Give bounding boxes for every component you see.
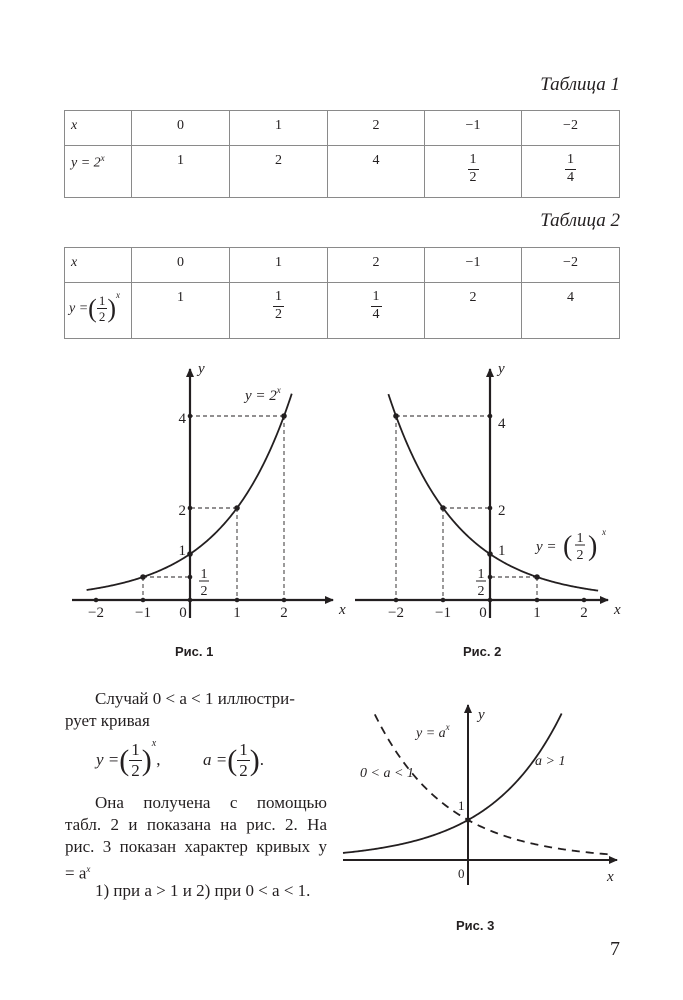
table-cell: 4 — [328, 146, 425, 198]
numerator: 1 — [477, 567, 485, 582]
table-cell — [425, 146, 522, 198]
origin-label: 0 — [458, 866, 465, 881]
formula-y-half-x — [96, 738, 264, 779]
formula-lhs: y = — [96, 750, 120, 770]
axis-point — [235, 598, 240, 603]
table-cell: 4 — [522, 283, 620, 339]
axis-point — [582, 598, 587, 603]
denominator: 2 — [131, 760, 140, 780]
denominator: 2 — [275, 306, 282, 322]
y-tick-label: 1 — [178, 543, 186, 559]
x-axis-label: x — [614, 602, 621, 618]
table2 — [64, 247, 620, 339]
page-number: 7 — [610, 938, 620, 960]
table-cell: 1 — [132, 283, 230, 339]
series-label-greater: a > 1 — [535, 754, 566, 769]
x-tick-label: 1 — [533, 605, 541, 621]
denominator: 2 — [200, 584, 208, 599]
figure-2 — [355, 361, 621, 621]
table-header-cell — [65, 283, 132, 339]
y-axis-label: y — [498, 361, 505, 377]
figure-2-caption: Рис. 2 — [463, 644, 502, 659]
table-cell: 1 — [230, 111, 328, 146]
formula-exponent: x — [151, 738, 157, 749]
y-axis-label: y — [198, 361, 205, 377]
fraction — [468, 153, 479, 185]
fraction — [273, 290, 284, 322]
y-tick-label: 2 — [178, 503, 186, 519]
axis-point — [488, 575, 493, 580]
x-tick-label: 2 — [280, 605, 288, 621]
y-axis-label: y — [478, 707, 485, 723]
numerator: 1 — [273, 290, 284, 307]
numerator: 1 — [239, 739, 248, 759]
paren-right: ) — [249, 743, 260, 777]
y-label-fraction — [97, 294, 108, 324]
paren-left: ( — [227, 743, 238, 777]
y-tick-label: 4 — [178, 411, 186, 427]
table-cell: 2 — [328, 111, 425, 146]
data-point — [234, 505, 240, 511]
axis-point — [535, 598, 540, 603]
formula-a: a = — [202, 750, 228, 770]
table-cell: −1 — [425, 248, 522, 283]
text-line: рует кривая — [65, 711, 150, 730]
numerator: 1 — [98, 292, 106, 308]
numerator: 1 — [468, 153, 479, 170]
formula-label: $y = a^x$ — [416, 722, 450, 741]
data-point — [187, 551, 193, 557]
x-tick-label: −2 — [88, 605, 104, 621]
formula-period: . — [259, 750, 264, 770]
data-point — [487, 551, 493, 557]
table2-caption: Таблица 2 — [540, 210, 620, 231]
table-row — [65, 111, 620, 146]
text-line: рис. 3 показан характер кривых y — [65, 837, 327, 856]
denominator: 2 — [576, 548, 584, 563]
paren-right: ) — [107, 294, 117, 324]
paragraph-case — [65, 688, 327, 732]
data-point — [140, 574, 146, 580]
axis-point — [282, 598, 287, 603]
text-line: табл. 2 и показана на рис. 2. На — [65, 815, 327, 834]
table-header-cell — [65, 146, 132, 198]
x-axis-label: x — [339, 602, 346, 618]
y-label: y = — [69, 300, 89, 316]
data-point — [440, 505, 446, 511]
curve-label-exponent: x — [602, 527, 606, 537]
table-cell: −1 — [425, 111, 522, 146]
table-cell: 0 — [132, 111, 230, 146]
axis-point — [488, 414, 493, 419]
curve-a-greater-1 — [343, 714, 562, 853]
curve-label: $y = 2^x$ — [245, 385, 281, 404]
table-header-cell: x — [65, 248, 132, 283]
axis-point — [188, 598, 193, 603]
figures-1-2 — [0, 355, 683, 675]
numerator: 1 — [200, 567, 208, 582]
table-cell — [328, 283, 425, 339]
table1 — [64, 110, 620, 198]
x-tick-label: −2 — [388, 605, 404, 621]
table-cell: 2 — [425, 283, 522, 339]
table-row — [65, 248, 620, 283]
paren-left: ( — [563, 531, 573, 562]
curve-label-text: y = — [536, 539, 557, 555]
figure-3 — [335, 695, 635, 915]
formula-fraction — [129, 741, 142, 780]
numerator: 1 — [565, 153, 576, 170]
x-tick-label: −1 — [435, 605, 451, 621]
fraction — [565, 153, 576, 185]
table-cell: 1 — [132, 146, 230, 198]
paren-left: ( — [119, 743, 130, 777]
text-line: Случай 0 < a < 1 иллюстри- — [95, 689, 295, 708]
table-cell — [230, 283, 328, 339]
axis-point — [188, 414, 193, 419]
series-label-less: 0 < a < 1 — [360, 766, 414, 781]
axis-point — [188, 506, 193, 511]
x-tick-label: 0 — [179, 605, 187, 621]
table-cell: −2 — [522, 248, 620, 283]
data-point — [534, 574, 540, 580]
table-cell: 0 — [132, 248, 230, 283]
table-cell: 2 — [230, 146, 328, 198]
paren-right: ) — [588, 531, 598, 562]
figure-1 — [72, 361, 346, 621]
y-tick-label-half — [476, 567, 486, 599]
x-tick-label: −1 — [135, 605, 151, 621]
paren-left: ( — [88, 294, 97, 324]
numerator: 1 — [131, 739, 140, 759]
intercept-label: 1 — [458, 798, 465, 813]
denominator: 2 — [239, 760, 248, 780]
axis-point — [441, 598, 446, 603]
curve-label — [534, 527, 606, 563]
data-point — [281, 413, 287, 419]
denominator: 2 — [469, 169, 477, 185]
curve-a-less-1 — [375, 714, 608, 854]
table-row — [65, 283, 620, 339]
axis-point — [141, 598, 146, 603]
numerator: 1 — [371, 290, 382, 307]
axis-point — [94, 598, 99, 603]
intercept-point — [465, 817, 470, 822]
y-tick-label: 2 — [498, 503, 506, 519]
table-header-cell: x — [65, 111, 132, 146]
y-label-exponent: x — [116, 290, 121, 300]
denominator: 4 — [567, 169, 574, 185]
table-cell: 1 — [230, 248, 328, 283]
y-label-exponent: x — [100, 153, 105, 163]
figure-1-caption: Рис. 1 — [175, 644, 214, 659]
table-cell: −2 — [522, 111, 620, 146]
x-axis-label: x — [607, 869, 614, 885]
text-line: Она получена с помощью — [95, 793, 327, 812]
numerator: 1 — [576, 531, 584, 546]
table1-caption: Таблица 1 — [540, 74, 620, 95]
axis-point — [488, 598, 493, 603]
axis-point — [488, 506, 493, 511]
y-tick-label: 4 — [498, 416, 506, 432]
fraction — [371, 290, 382, 322]
denominator: 2 — [98, 309, 106, 325]
exponent: x — [86, 864, 91, 874]
paren-right: ) — [141, 743, 152, 777]
x-tick-label: 2 — [580, 605, 588, 621]
denominator: 2 — [477, 584, 485, 599]
formula-a-fraction — [237, 741, 250, 780]
figure-3-caption: Рис. 3 — [456, 918, 495, 933]
denominator: 4 — [372, 306, 380, 322]
x-tick-label: 1 — [233, 605, 241, 621]
text-line-part: = a — [65, 863, 87, 883]
table-row — [65, 146, 620, 198]
table-cell: 2 — [328, 248, 425, 283]
formula-comma: , — [156, 750, 161, 770]
y-label: y = 2 — [71, 155, 101, 171]
data-point — [393, 413, 399, 419]
y-tick-label-half — [199, 567, 209, 599]
x-tick-label: 0 — [479, 605, 487, 621]
paragraph-derived — [65, 792, 327, 885]
curve-label-fraction — [575, 531, 585, 563]
paragraph-cases: 1) при a > 1 и 2) при 0 < a < 1. — [95, 881, 311, 900]
table-cell — [522, 146, 620, 198]
axis-point — [394, 598, 399, 603]
y-tick-label: 1 — [498, 543, 506, 559]
